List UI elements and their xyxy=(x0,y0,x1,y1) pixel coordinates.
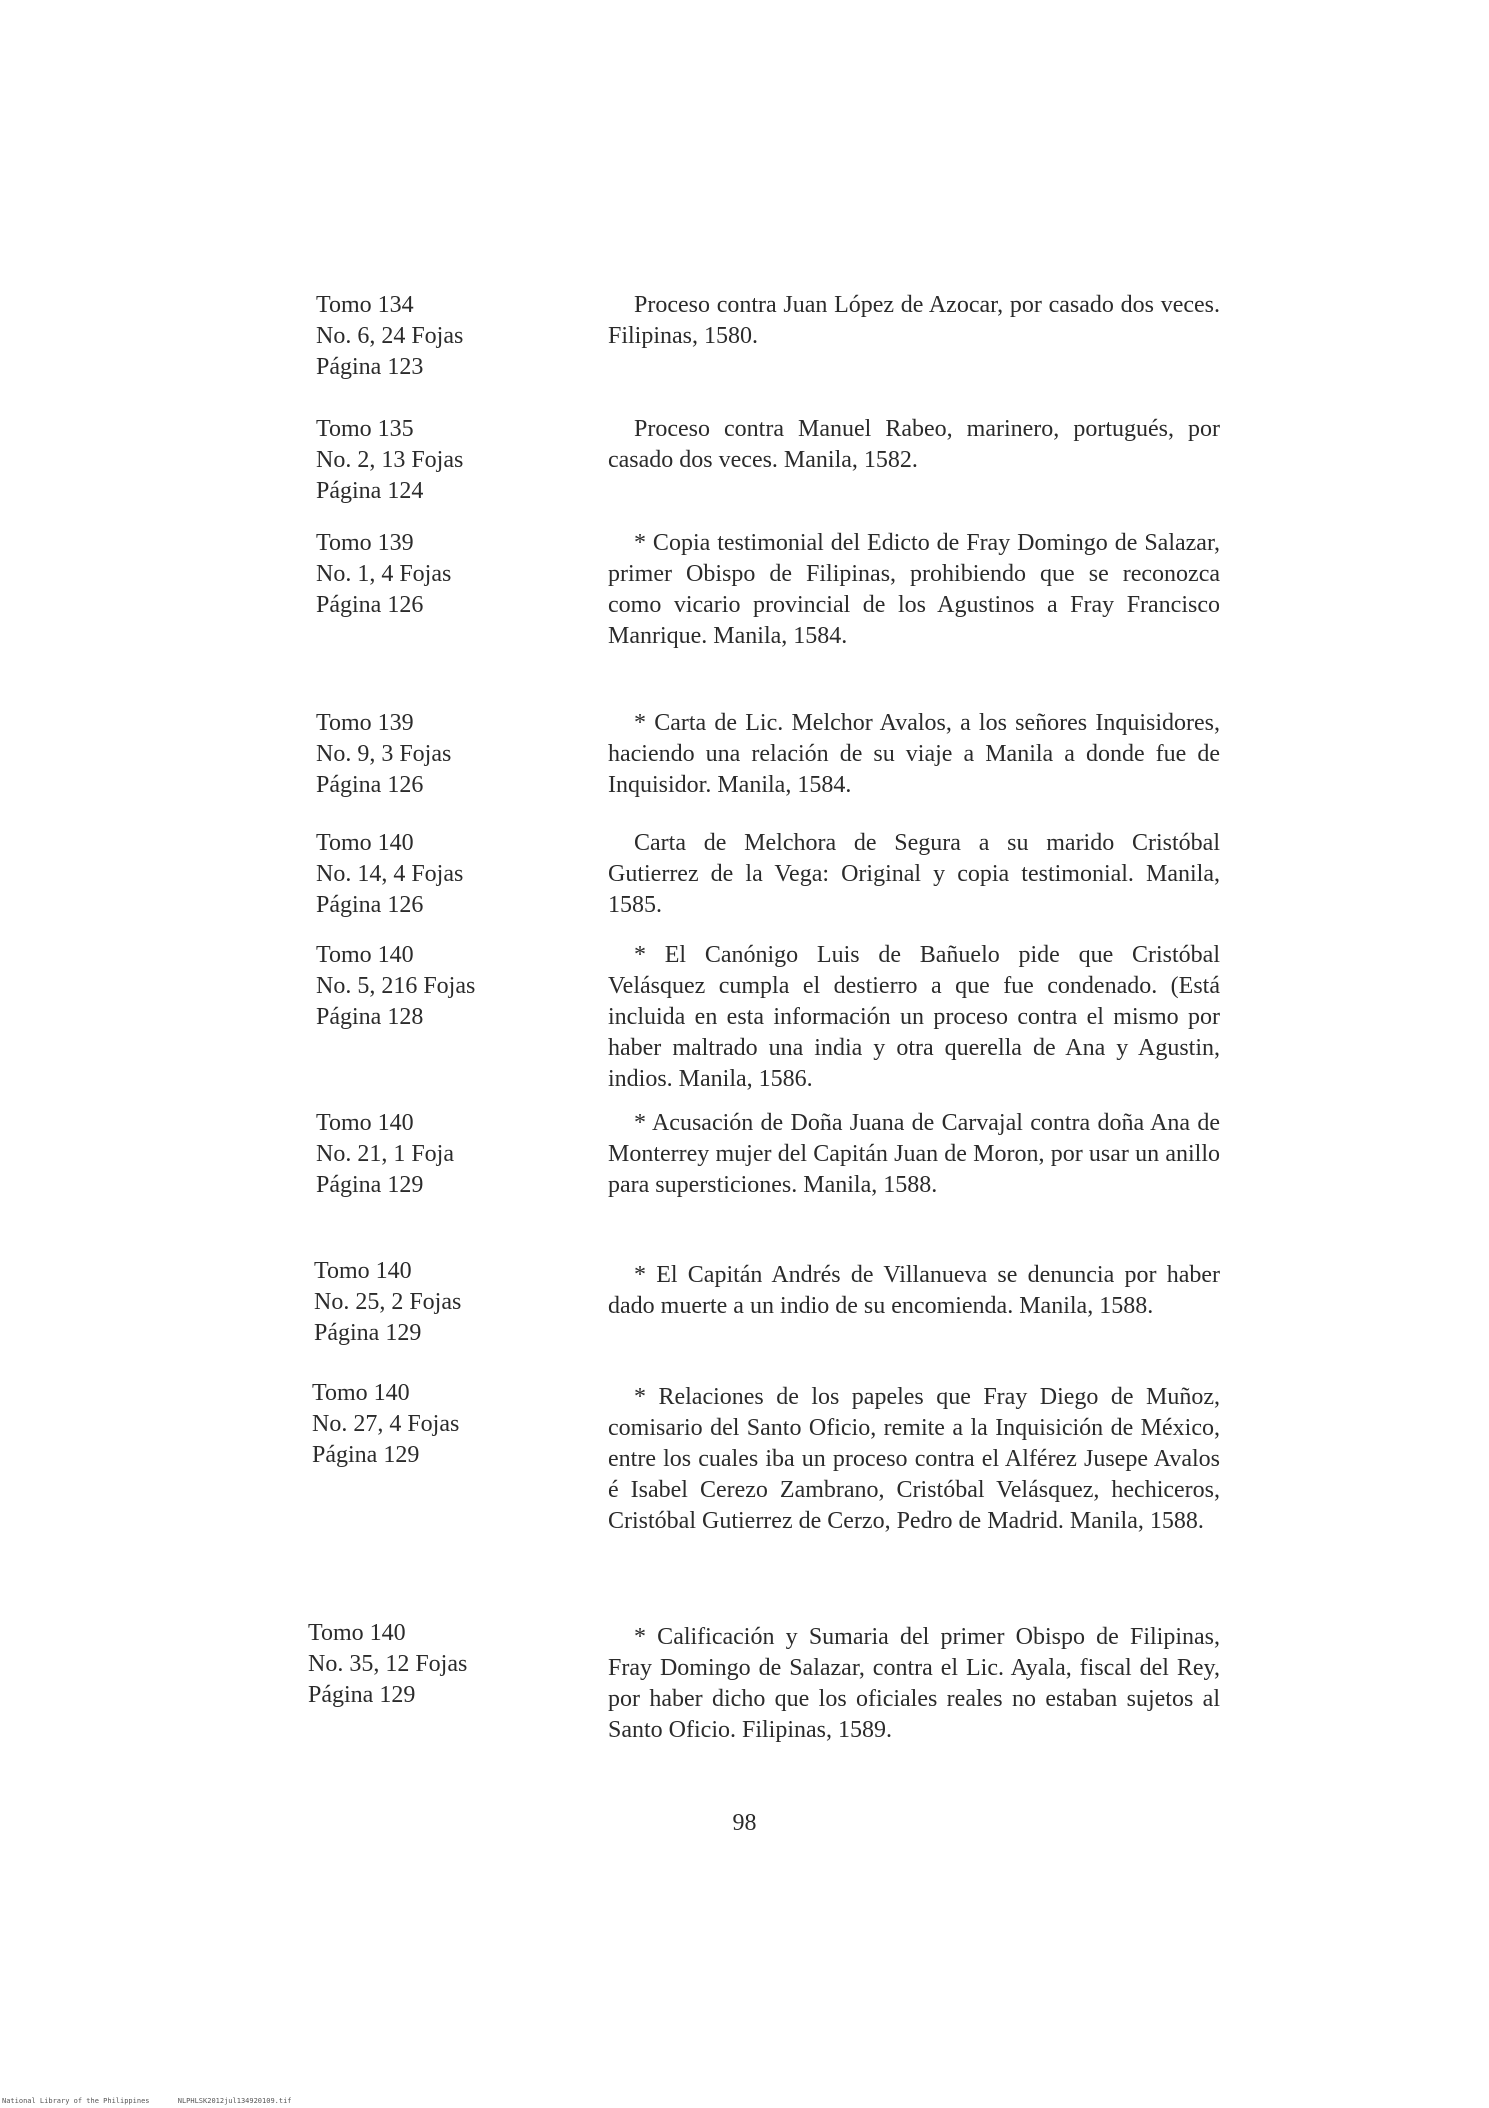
footer-institution: National Library of the Philippines xyxy=(2,2097,150,2105)
entry-text: * Calificación y Sumaria del primer Obispo de Filipinas, Fray Domingo de Salazar, contra el Lic. Ayala, fiscal del Rey, por haber dicho que los oficiales reales no estaban sujetos al Santo Oficio. Filipinas, 1589. xyxy=(608,1624,1220,1743)
entry-pagina: Página 129 xyxy=(312,1442,420,1468)
entry-description xyxy=(608,528,1220,652)
entry-description xyxy=(608,1382,1220,1537)
entry-numero: No. 27, 4 Fojas xyxy=(312,1411,460,1437)
entry-text: Proceso contra Manuel Rabeo, marinero, portugués, por casado dos veces. Manila, 1582. xyxy=(608,416,1220,473)
entry-reference xyxy=(316,708,451,801)
entry-text: * Copia testimonial del Edicto de Fray Domingo de Salazar, primer Obispo de Filipinas, prohibiendo que se reconozca como vicario provincial de los Agustinos a Fray Francisco Manrique. Manila, 1584. xyxy=(608,530,1220,649)
entry-text: * Acusación de Doña Juana de Carvajal contra doña Ana de Monterrey mujer del Capitán Juan de Moron, por usar un anillo para supersticiones. Manila, 1588. xyxy=(608,1110,1220,1198)
entry-description xyxy=(608,828,1220,921)
entry-numero: No. 14, 4 Fojas xyxy=(316,861,464,887)
entry-pagina: Página 129 xyxy=(314,1320,422,1346)
entry-text: Carta de Melchora de Segura a su marido Cristóbal Gutierrez de la Vega: Original y copia testimonial. Manila, 1585. xyxy=(608,830,1220,918)
entry-text: * El Capitán Andrés de Villanueva se denuncia por haber dado muerte a un indio de su encomienda. Manila, 1588. xyxy=(608,1262,1220,1319)
entry-description xyxy=(608,940,1220,1095)
entry-text: Proceso contra Juan López de Azocar, por casado dos veces. Filipinas, 1580. xyxy=(608,292,1220,349)
footer-file: NLPHLSK2012jul134920109.tif xyxy=(177,2097,292,2105)
entry-pagina: Página 124 xyxy=(316,478,424,504)
entry-description xyxy=(608,290,1220,352)
page-number: 98 xyxy=(732,1810,757,1836)
entry-reference xyxy=(316,528,451,621)
entry-pagina: Página 126 xyxy=(316,772,424,798)
entry-tomo: Tomo 134 xyxy=(316,292,414,318)
entry-numero: No. 6, 24 Fojas xyxy=(316,323,464,349)
entry-pagina: Página 126 xyxy=(316,592,424,618)
entry-text: * Relaciones de los papeles que Fray Diego de Muñoz, comisario del Santo Oficio, remite a la Inquisición de México, entre los cuales iba un proceso contra el Alférez Jusepe Avalos é Isabel Cerezo Zambrano, Cristóbal Velásquez, hechiceros, Cristóbal Gutierrez de Cerzo, Pedro de Madrid. Manila, 1588. xyxy=(608,1384,1220,1534)
entry-tomo: Tomo 135 xyxy=(316,416,414,442)
entry-tomo: Tomo 140 xyxy=(316,942,414,968)
entry-tomo: Tomo 140 xyxy=(312,1380,410,1406)
entry-reference xyxy=(308,1618,467,1711)
entry-reference xyxy=(312,1378,459,1471)
entry-text: * Carta de Lic. Melchor Avalos, a los señores Inquisidores, haciendo una relación de su viaje a Manila a donde fue de Inquisidor. Manila, 1584. xyxy=(608,710,1220,798)
entry-reference xyxy=(316,290,463,383)
entry-pagina: Página 128 xyxy=(316,1004,424,1030)
entry-description xyxy=(608,1260,1220,1322)
entry-pagina: Página 129 xyxy=(316,1172,424,1198)
entry-tomo: Tomo 140 xyxy=(314,1258,412,1284)
entry-pagina: Página 123 xyxy=(316,354,424,380)
entry-tomo: Tomo 140 xyxy=(308,1620,406,1646)
entry-numero: No. 2, 13 Fojas xyxy=(316,447,464,473)
entry-numero: No. 5, 216 Fojas xyxy=(316,973,476,999)
entry-reference xyxy=(316,1108,454,1201)
entry-description xyxy=(608,1622,1220,1746)
scan-footer xyxy=(2,2097,316,2106)
entry-numero: No. 9, 3 Fojas xyxy=(316,741,452,767)
entry-reference xyxy=(316,940,475,1033)
entry-numero: No. 25, 2 Fojas xyxy=(314,1289,462,1315)
entry-description xyxy=(608,1108,1220,1201)
entry-description xyxy=(608,708,1220,801)
entry-numero: No. 21, 1 Foja xyxy=(316,1141,454,1167)
entry-tomo: Tomo 140 xyxy=(316,1110,414,1136)
entry-description xyxy=(608,414,1220,476)
entry-tomo: Tomo 139 xyxy=(316,530,414,556)
entry-tomo: Tomo 140 xyxy=(316,830,414,856)
entry-pagina: Página 129 xyxy=(308,1682,416,1708)
entry-pagina: Página 126 xyxy=(316,892,424,918)
entry-numero: No. 1, 4 Fojas xyxy=(316,561,452,587)
entry-numero: No. 35, 12 Fojas xyxy=(308,1651,468,1677)
entry-tomo: Tomo 139 xyxy=(316,710,414,736)
entry-reference xyxy=(314,1256,461,1349)
entry-reference xyxy=(316,414,463,507)
entry-reference xyxy=(316,828,463,921)
entry-text: * El Canónigo Luis de Bañuelo pide que Cristóbal Velásquez cumpla el destierro a que fue condenado. (Está incluida en esta información un proceso contra el mismo por haber maltrado una india y otra querella de Ana y Agustin, indios. Manila, 1586. xyxy=(608,942,1220,1092)
